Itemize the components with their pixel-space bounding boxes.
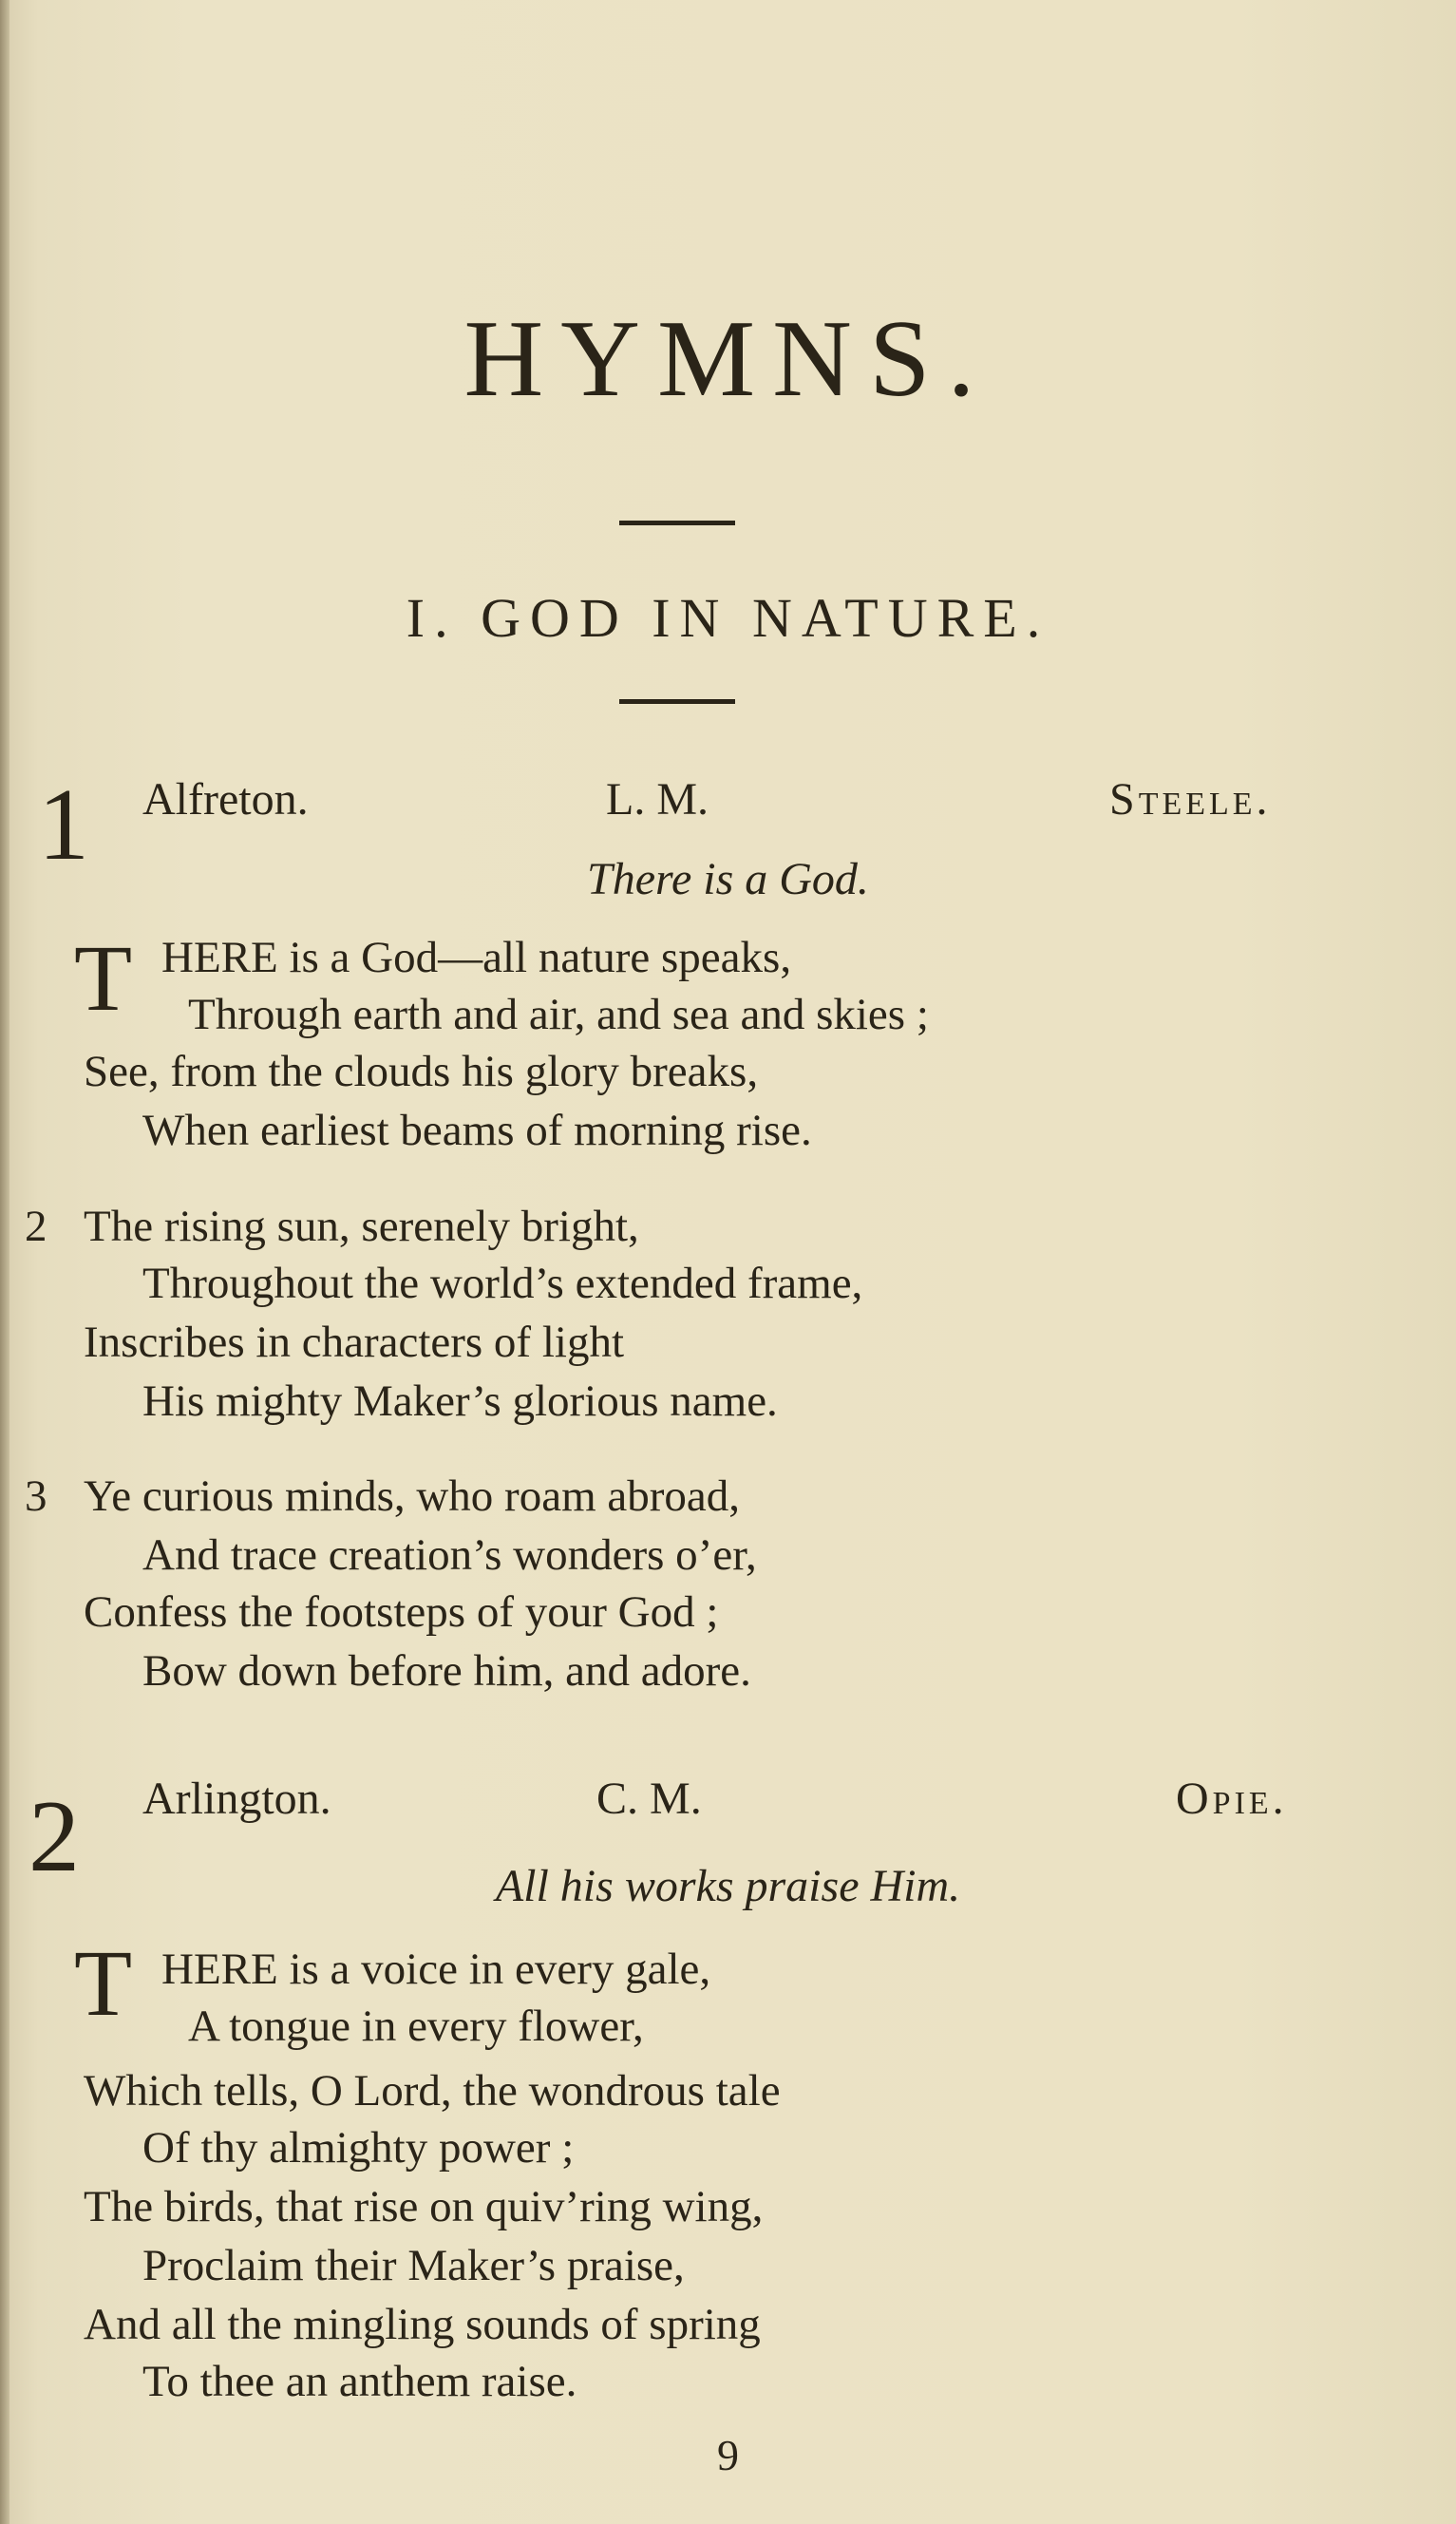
drop-cap: T <box>74 1930 133 2036</box>
hymn-meter: L. M. <box>606 774 709 825</box>
hymn-line: HERE is a God—all nature speaks, <box>161 933 792 982</box>
hymn-tune: Arlington. <box>142 1774 331 1824</box>
hymn-line: A tongue in every flower, <box>188 2002 644 2051</box>
hymn-line: And trace creation’s wonders o’er, <box>142 1530 757 1580</box>
hymn-number: 2 <box>28 1780 80 1893</box>
hymn-line: Throughout the world’s extended frame, <box>142 1259 863 1308</box>
hymn-line: The birds, that rise on quiv’ring wing, <box>84 2182 764 2231</box>
hymn-line: Ye curious minds, who roam abroad, <box>84 1471 741 1521</box>
hymn-line: And all the mingling sounds of spring <box>84 2300 761 2349</box>
hymn-number: 1 <box>38 769 89 882</box>
hymn-line: The rising sun, serenely bright, <box>84 1202 639 1251</box>
stanza-number: 3 <box>25 1471 47 1521</box>
hymn-meter: C. M. <box>596 1774 702 1824</box>
page-number: 9 <box>717 2431 739 2479</box>
hymn-subtitle: All his works praise Him. <box>495 1861 961 1911</box>
stanza-number: 2 <box>25 1202 47 1251</box>
hymn-line: Confess the footsteps of your God ; <box>84 1587 719 1637</box>
hymn-line: Inscribes in characters of light <box>84 1318 625 1367</box>
hymn-line: Bow down before him, and adore. <box>142 1646 751 1696</box>
hymn-author: Steele. <box>1109 774 1272 825</box>
hymn-tune: Alfreton. <box>142 774 309 825</box>
hymn-line: To thee an anthem raise. <box>142 2357 577 2406</box>
section-heading: I. GOD IN NATURE. <box>406 587 1050 649</box>
page-title: HYMNS. <box>463 298 993 420</box>
hymn-line: His mighty Maker’s glorious name. <box>142 1376 778 1426</box>
hymn-line: Which tells, O Lord, the wondrous tale <box>84 2066 781 2116</box>
hymn-subtitle: There is a God. <box>587 854 869 904</box>
hymn-line: Of thy almighty power ; <box>142 2123 575 2173</box>
section-rule <box>619 699 735 704</box>
hymn-line: Proclaim their Maker’s praise, <box>142 2241 685 2290</box>
hymn-line: HERE is a voice in every gale, <box>161 1945 711 1994</box>
hymn-author: Opie. <box>1176 1774 1288 1824</box>
drop-cap: T <box>74 925 133 1031</box>
hymn-line: Through earth and air, and sea and skies ; <box>188 990 929 1039</box>
hymn-line: When earliest beams of morning rise. <box>142 1106 812 1155</box>
title-rule <box>619 521 735 525</box>
hymn-line: See, from the clouds his glory breaks, <box>84 1047 759 1096</box>
